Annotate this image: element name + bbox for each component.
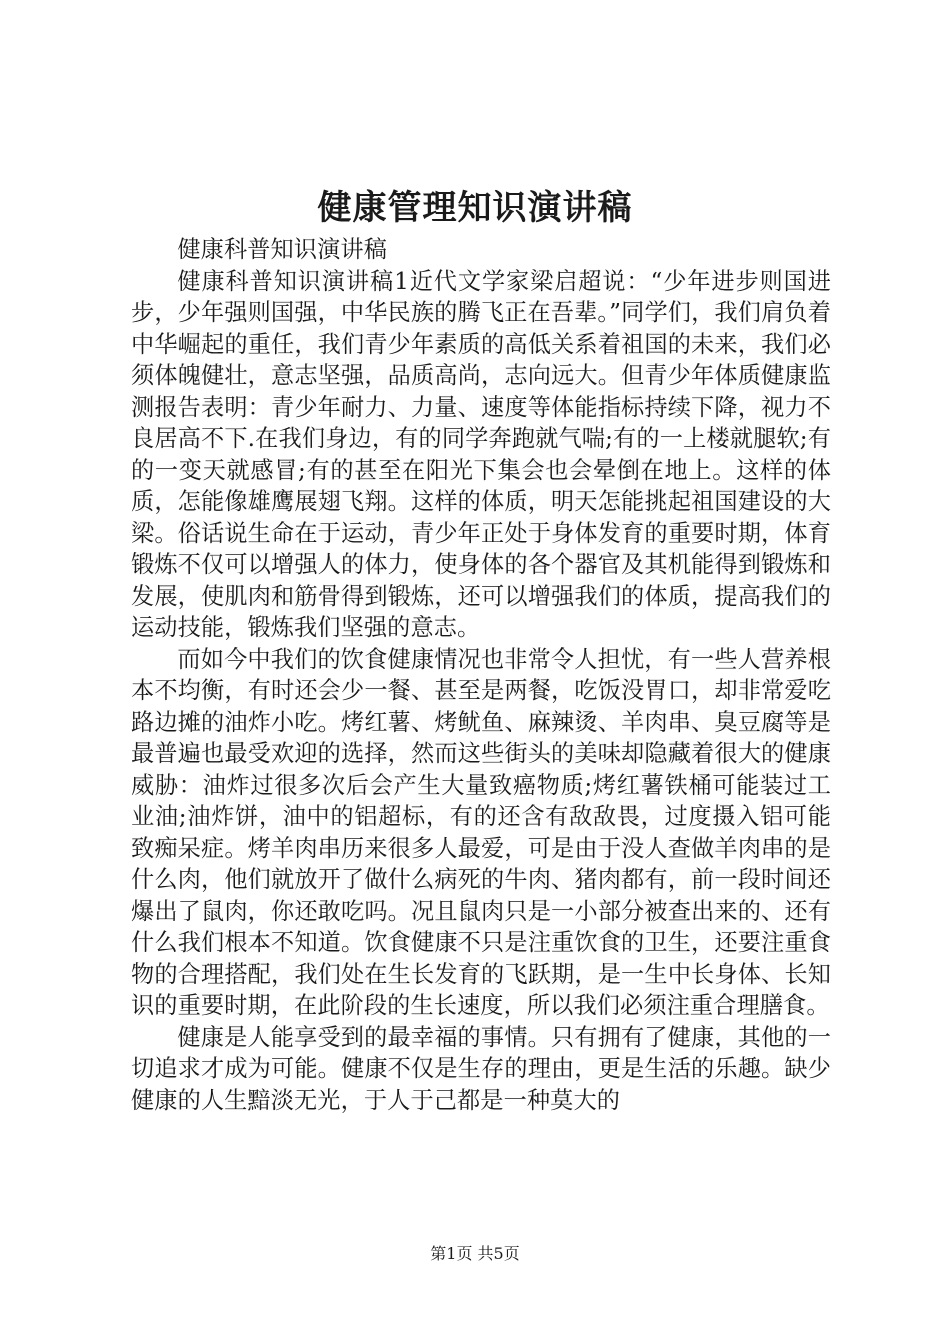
document-subtitle: 健康科普知识演讲稿 — [177, 236, 387, 263]
paragraph: 健康是人能享受到的最幸福的事情。只有拥有了健康，其他的一切追求才成为可能。健康不仅是生存的理由，更是生活的乐趣。缺少健康的人生黯淡无光，于人于己都是一种莫大的 — [131, 1023, 831, 1114]
paragraph: 健康科普知识演讲稿1近代文学家梁启超说：“少年进步则国进步，少年强则国强，中华民族的腾飞正在吾辈。”同学们，我们肩负着中华崛起的重任，我们青少年素质的高低关系着祖国的未来，我们必须体魄健壮，意志坚强，品质高尚，志向远大。但青少年体质健康监测报告表明：青少年耐力、力量、速度等体能指标持续下降，视力不良居高不下.在我们身边，有的同学奔跑就气喘;有的一上楼就腿软;有的一变天就感冒;有的甚至在阳光下集会也会晕倒在地上。这样的体质，怎能像雄鹰展翅飞翔。这样的体质，明天怎能挑起祖国建设的大梁。俗话说生命在于运动，青少年正处于身体发育的重要时期，体育锻炼不仅可以增强人的体力，使身体的各个器官及其机能得到锻炼和发展，使肌肉和筋骨得到锻炼，还可以增强我们的体质，提高我们的运动技能，锻炼我们坚强的意志。 — [131, 267, 831, 641]
page-footer: 第1页 共5页 — [430, 1244, 520, 1263]
document-title: 健康管理知识演讲稿 — [317, 188, 633, 228]
paragraph: 而如今中我们的饮食健康情况也非常令人担忧，有一些人营养根本不均衡，有时还会少一餐、甚至是两餐，吃饭没胃口，却非常爱吃路边摊的油炸小吃。烤红薯、烤鱿鱼、麻辣烫、羊肉串、臭豆腐等是最普遍也最受欢迎的选择，然而这些街头的美味却隐藏着很大的健康威胁：油炸过很多次后会产生大量致癌物质;烤红薯铁桶可能装过工业油;油炸饼，油中的铝超标，有的还含有敌敌畏，过度摄入铝可能致痴呆症。烤羊肉串历来很多人最爱，可是由于没人查做羊肉串的是什么肉，他们就放开了做什么病死的牛肉、猪肉都有，前一段时间还爆出了鼠肉，你还敢吃吗。况且鼠肉只是一小部分被查出来的、还有什么我们根本不知道。饮食健康不只是注重饮食的卫生，还要注重食物的合理搭配，我们处在生长发育的飞跃期，是一生中长身体、长知识的重要时期，在此阶段的生长速度，所以我们必须注重合理膳食。 — [131, 645, 831, 1019]
document-body — [131, 234, 831, 1116]
